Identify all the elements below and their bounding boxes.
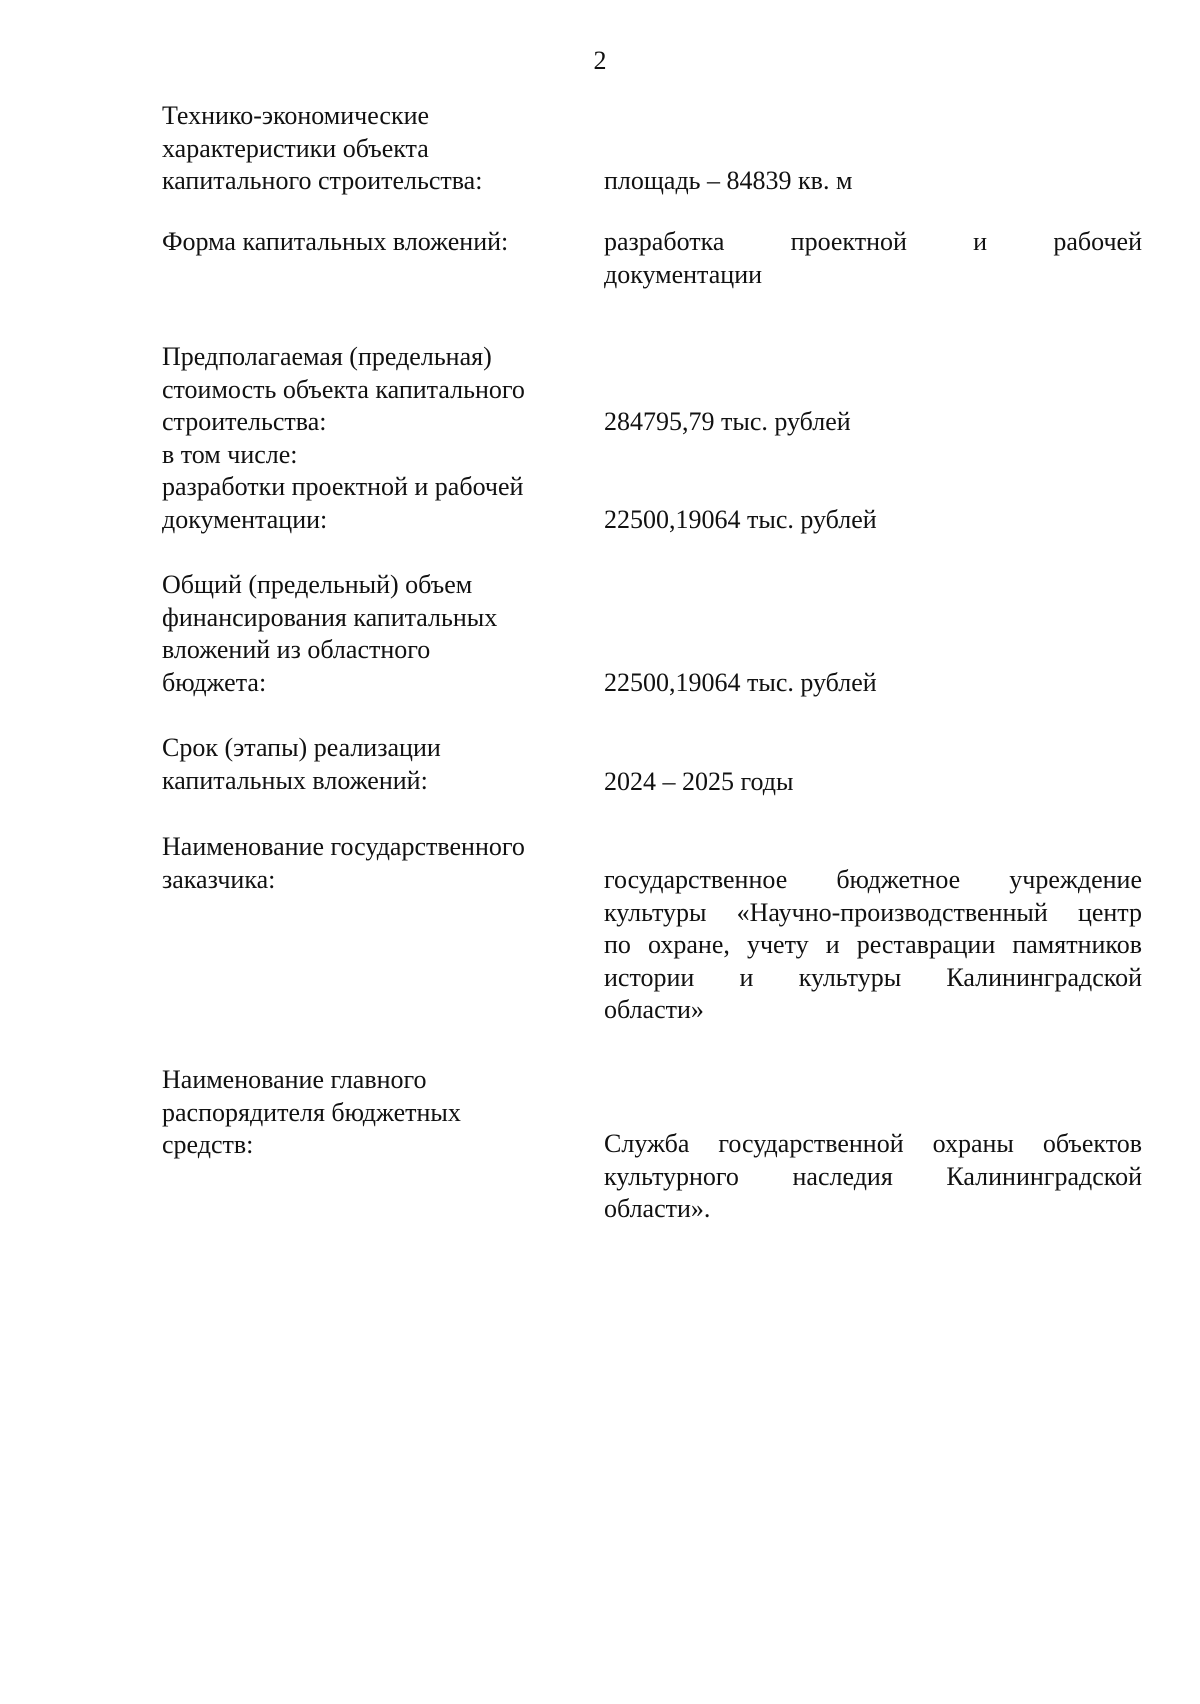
value-line: культуры «Научно-производственный центр (604, 897, 1142, 927)
label-estimated-cost: Предполагаемая (предельная) стоимость объекта капитального строительства: в том числе: разработки проектной и рабочей документации: (162, 342, 525, 534)
value-line: Служба государственной охраны объектов (604, 1129, 1142, 1158)
label-total-funding: Общий (предельный) объем финансирования капитальных вложений из областного бюджета: (162, 570, 498, 697)
label-investment-form: Форма капитальных вложений: (162, 227, 509, 256)
value-line: площадь – 84839 кв. м (604, 166, 853, 195)
value-line: 22500,19064 тыс. рублей (604, 668, 877, 697)
label-budget-manager: Наименование главного распорядителя бюджетных средств: (162, 1065, 461, 1159)
value-budget-manager (604, 1128, 1142, 1226)
value-line: разработка проектной и рабочей (604, 227, 1142, 256)
value-line: 22500,19064 тыс. рублей (604, 505, 877, 534)
value-line: 284795,79 тыс. рублей (604, 407, 851, 436)
value-line: государственное бюджетное учреждение (604, 865, 1142, 894)
value-line: истории и культуры Калининградской (604, 962, 1142, 992)
value-line: 2024 – 2025 годы (604, 767, 794, 796)
value-term (604, 766, 1142, 799)
value-line: области». (604, 1194, 711, 1223)
value-line: области» (604, 995, 704, 1024)
value-state-customer (604, 864, 1142, 1027)
value-investment-form (604, 226, 1142, 291)
value-line: по охране, учету и реставрации памятников (604, 930, 1142, 959)
page-number: 2 (593, 46, 607, 75)
label-state-customer: Наименование государственного заказчика: (162, 832, 525, 894)
value-line: документации (604, 259, 763, 289)
value-area (604, 165, 1142, 198)
value-design-docs-cost (604, 504, 1142, 537)
label-term: Срок (этапы) реализации капитальных вложений: (162, 733, 441, 795)
value-line: культурного наследия Калининградской (604, 1161, 1142, 1191)
value-total-funding (604, 667, 1142, 700)
label-technical-characteristics: Технико-экономические характеристики объекта капитального строительства: (162, 101, 483, 195)
value-estimated-cost (604, 406, 1142, 439)
